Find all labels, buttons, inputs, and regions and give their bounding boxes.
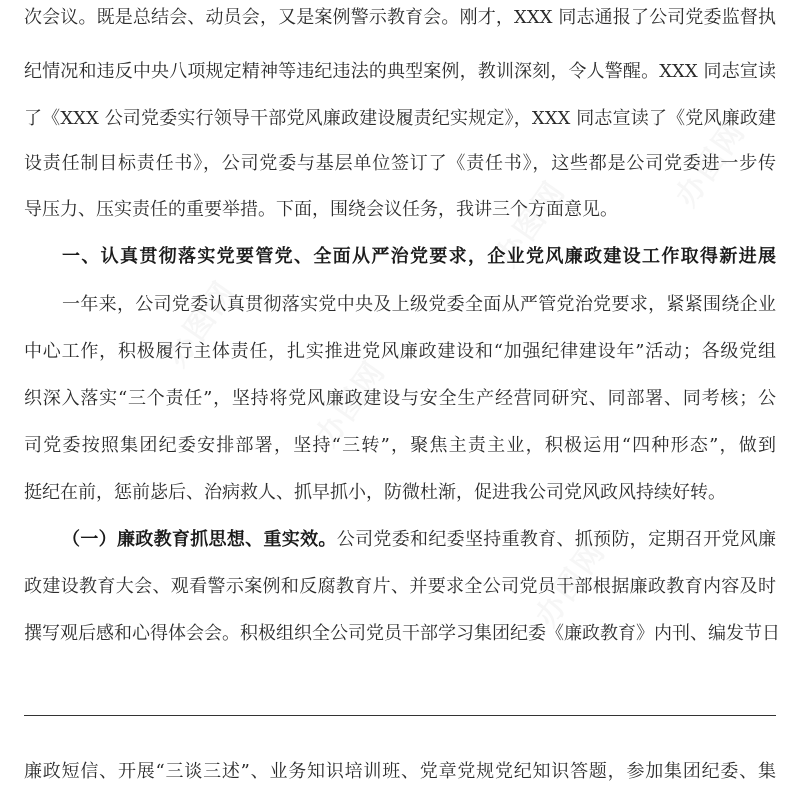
body-line: 了《XXX 公司党委实行领导干部党风廉政建设履责纪实规定》，XXX 同志宣读了《党风廉政建 (24, 108, 776, 129)
subsection-first-line (62, 528, 776, 552)
body-line: 政建设教育大会、观看警示案例和反腐教育片、并要求全公司党员干部根据廉政教育内容及时 (24, 576, 776, 597)
body-line: 司党委按照集团纪委安排部署，坚持“三转”，聚焦主责主业，积极运用“四种形态”，做到 (24, 435, 776, 456)
body-line: 撰写观后感和心得体会会。积极组织全公司党员干部学习集团纪委《廉政教育》内刊、编发节日 (24, 623, 780, 644)
body-line: 导压力、压实责任的重要举措。下面，围绕会议任务，我讲三个方面意见。 (24, 199, 618, 220)
watermark: 办图网 (489, 174, 573, 274)
watermark: 办图网 (669, 114, 753, 214)
watermark: 办图网 (309, 354, 393, 454)
body-line: 廉政短信、开展“三谈三述”、业务知识培训班、党章党规党纪知识答题，参加集团纪委、集 (24, 761, 776, 782)
section-heading: 一、认真贯彻落实党要管党、全面从严治党要求，企业党风廉政建设工作取得新进展 (62, 246, 776, 267)
page-divider (24, 715, 776, 716)
body-line: 挺纪在前，惩前毖后、治病救人、抓早抓小，防微杜渐，促进我公司党风政风持续好转。 (24, 482, 726, 503)
body-line: 一年来，公司党委认真贯彻落实党中央及上级党委全面从严管党治党要求，紧紧围绕企业 (62, 294, 776, 315)
body-line: 纪情况和违反中央八项规定精神等违纪违法的典型案例，教训深刻，令人警醒。XXX 同志宣读 (24, 61, 776, 82)
body-line: 织深入落实“三个责任”，坚持将党风廉政建设与安全生产经营同研究、同部署、同考核；公 (24, 388, 776, 409)
watermark: 办图网 (529, 534, 613, 634)
body-line: 设责任制目标责任书》，公司党委与基层单位签订了《责任书》，这些都是公司党委进一步传 (24, 153, 776, 174)
body-line: 中心工作，积极履行主体责任，扎实推进党风廉政建设和“加强纪律建设年”活动；各级党组 (24, 341, 776, 362)
body-line: 次会议。既是总结会、动员会，又是案例警示教育会。刚才，XXX 同志通报了公司党委监督执 (24, 7, 776, 28)
subsection-title: （一）廉政教育抓思想、重实效。 (62, 529, 337, 550)
subsection-line-text: 公司党委和纪委坚持重教育、抓预防，定期召开党风廉 (336, 529, 777, 550)
watermark: 办图网 (159, 274, 243, 374)
